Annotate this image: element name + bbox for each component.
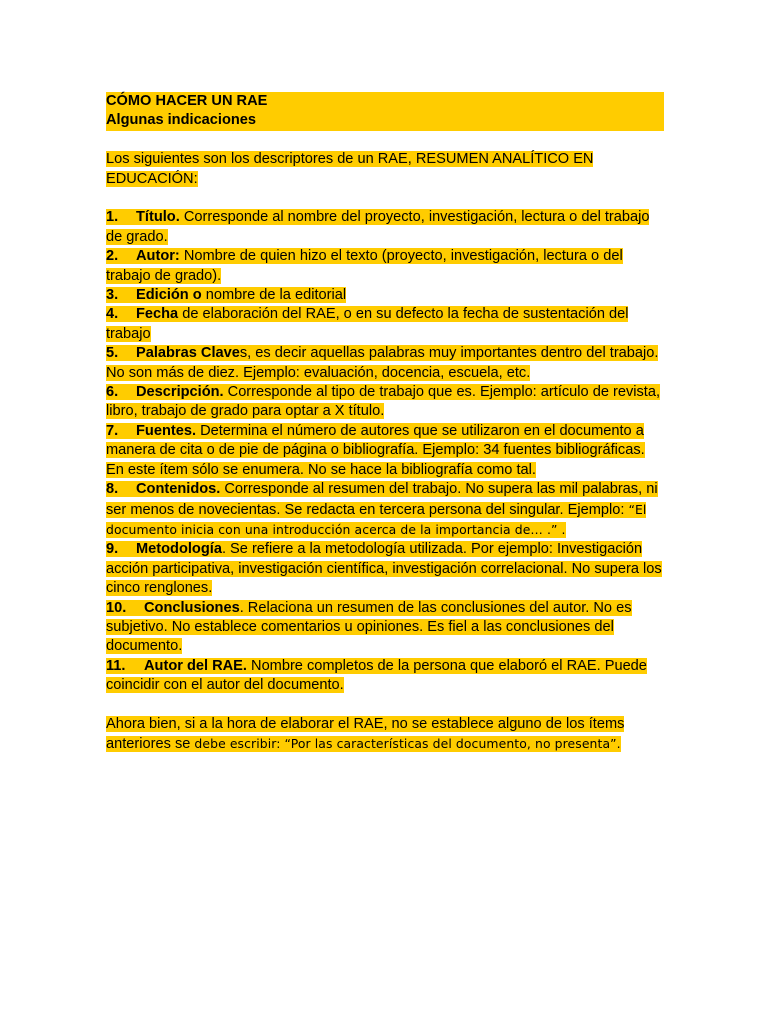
list-item — [106, 657, 666, 696]
heading-block — [106, 92, 664, 131]
item-number: 10. — [106, 599, 127, 616]
item-quote: “El documento inicia con una introducción acerca de la importancia de… .” . — [106, 501, 647, 537]
item-text: de elaboración del RAE, o en su defecto la fecha de sustentación del trabajo — [106, 306, 629, 342]
closing-paragraph — [106, 715, 666, 755]
item-term: Contenidos. — [136, 481, 221, 498]
list-item — [106, 344, 666, 383]
list-item — [106, 599, 666, 657]
item-term: Conclusiones — [144, 599, 240, 616]
item-text: nombre de la editorial — [201, 287, 347, 304]
item-text: Corresponde al tipo de trabajo que es. Ejemplo: artículo de revista, libro, trabajo de grado para optar a X título. — [106, 384, 661, 420]
intro-text: Los siguientes son los descriptores de un RAE, RESUMEN ANALÍTICO EN EDUCACIÓN: — [106, 151, 594, 187]
item-term: Fuentes. — [136, 422, 197, 439]
spacer — [106, 189, 666, 208]
list-item — [106, 422, 666, 480]
item-number: 5. — [106, 345, 119, 362]
item-number: 9. — [106, 541, 119, 558]
item-term: Descripción. — [136, 384, 224, 401]
item-term: Título. — [136, 209, 180, 226]
intro-paragraph — [106, 150, 666, 189]
item-term: Metodología — [136, 541, 222, 558]
item-text: s, es decir aquellas palabras muy importantes dentro del trabajo. No son más de diez. Ejemplo: evaluación, docencia, escuela, etc. — [106, 345, 659, 381]
item-number: 8. — [106, 481, 119, 498]
item-number: 4. — [106, 306, 119, 323]
closing-quote: debe escribir: “Por las características del documento, no presenta”. — [190, 736, 621, 752]
item-term: Autor: — [136, 248, 180, 265]
list-item — [106, 286, 666, 305]
item-term: Autor del RAE. — [144, 657, 247, 674]
spacer — [106, 131, 666, 150]
document-content — [106, 92, 666, 755]
item-text: Corresponde al nombre del proyecto, investigación, lectura o del trabajo de grado. — [106, 209, 650, 245]
spacer — [106, 696, 666, 715]
list-item — [106, 247, 666, 286]
list-item — [106, 305, 666, 344]
item-number: 11. — [106, 657, 126, 674]
item-term: Palabras Clave — [136, 345, 240, 362]
descriptor-list — [106, 208, 666, 695]
item-text: Corresponde al resumen del trabajo. No supera las mil palabras, ni ser menos de novecientas. Se redacta en tercera persona del singular. Ejemplo: — [106, 481, 658, 518]
page-subtitle: Algunas indicaciones — [106, 112, 257, 129]
list-item — [106, 480, 666, 540]
item-number: 3. — [106, 287, 119, 304]
item-text: . Relaciona un resumen de las conclusiones del autor. No es subjetivo. No establece comentarios u opiniones. Es fiel a las conclusiones del documento. — [106, 599, 632, 655]
list-item — [106, 383, 666, 422]
page-title: CÓMO HACER UN RAE — [106, 93, 268, 109]
item-number: 7. — [106, 422, 119, 439]
item-number: 6. — [106, 384, 119, 401]
item-text: Nombre de quien hizo el texto (proyecto, investigación, lectura o del trabajo de grado). — [106, 248, 623, 284]
item-term: Edición o — [136, 287, 202, 304]
item-text: Nombre completos de la persona que elaboró el RAE. Puede coincidir con el autor del documento. — [106, 657, 647, 694]
item-number: 2. — [106, 248, 119, 265]
item-term: Fecha — [136, 306, 179, 323]
list-item — [106, 208, 666, 247]
item-text: . Se refiere a la metodología utilizada. Por ejemplo: Investigación acción participativa, investigación científica, investigación correlacional. No supera los cinco renglones. — [106, 541, 662, 597]
item-number: 1. — [106, 209, 119, 226]
item-text: Determina el número de autores que se utilizaron en el documento a manera de cita o de pie de página o bibliografía. Ejemplo: 34 fuentes bibliográficas. En este ítem sólo se enumera. No se hace la bibliografía como tal. — [106, 422, 645, 478]
list-item — [106, 540, 666, 598]
closing-text: Ahora bien, si a la hora de elaborar el RAE, no se establece alguno de los ítems anteriores se — [106, 715, 625, 753]
